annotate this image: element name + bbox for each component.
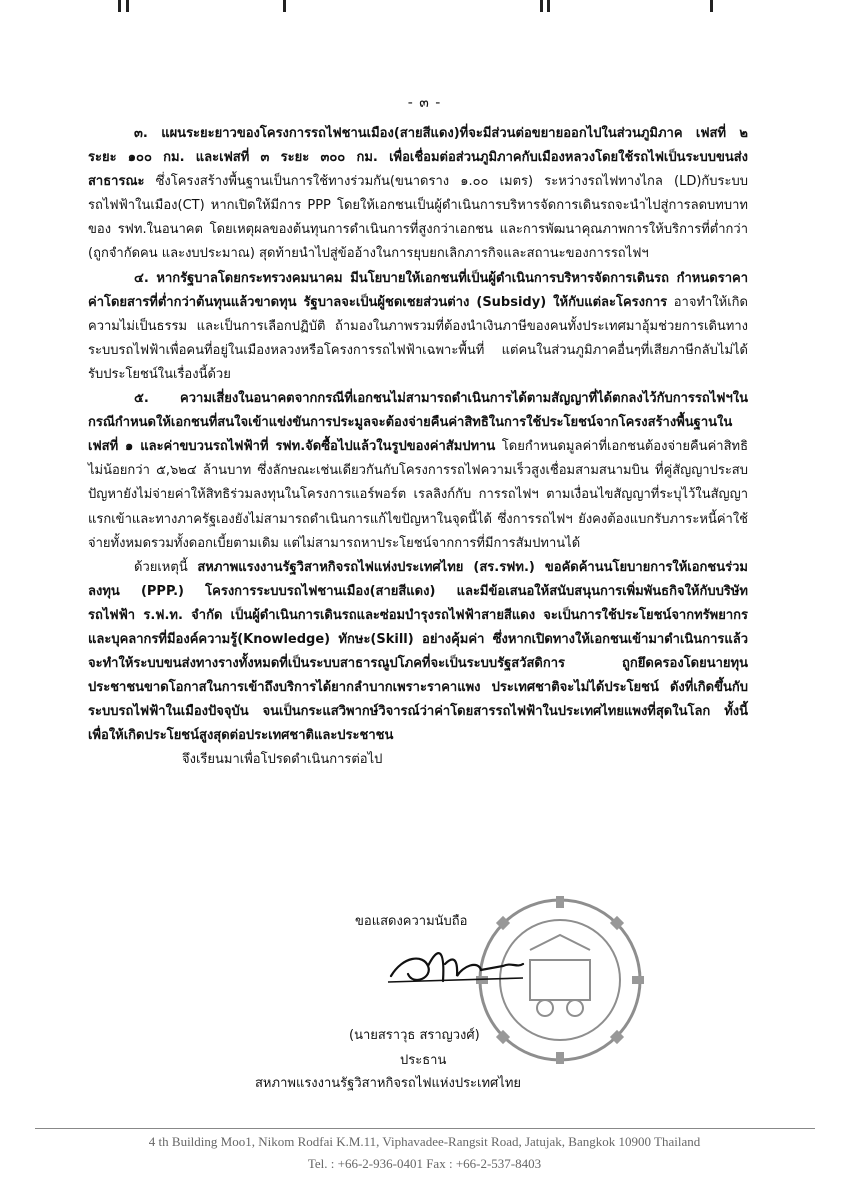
letter-body: [88, 122, 748, 773]
conclusion-bold: สหภาพแรงงานรัฐวิสาหกิจรถไฟแห่งประเทศไทย (สร.รฟท.) ขอคัดค้านนโยบายการให้เอกชนร่วมลงทุน (PPP.) โครงการระบบรถไฟชานเมือง(สายสีแดง) และมีข้อเสนอให้สนับสนุนการเพิ่มพันธกิจให้กับบริษัท รถไฟฟ้า ร.ฟ.ท. จำกัด เป็นผู้ดำเนินการเดินรถและซ่อมบำรุงรถไฟฟ้าสายสีแดง จะเป็นการใช้ประโยชน์จากทรัพยากร และบุคลากรที่มีองค์ความรู้(Knowledge) ทักษะ(Skill) อย่างคุ้มค่า ซึ่งหากเปิดทางให้เอกชนเข้ามาดำเนินการแล้วจะทำให้ระบบขนส่งทางรางทั้งหมดที่เป็นระบบสาธารณูปโภคที่จะเป็นระบบรัฐสวัสดิการ ถูกยึดครองโดยนายทุน ประชาชนขาดโอกาสในการเข้าถึงบริการได้ยากลำบากเพราะราคาแพง ประเทศชาติจะไม่ได้ประโยชน์ ดังที่เกิดขึ้นกับระบบรถไฟฟ้าในเมืองปัจจุบัน จนเป็นกระแสวิพากษ์วิจารณ์ว่าค่าโดยสารรถไฟฟ้าในประเทศไทยแพงที่สุดในโลก ทั้งนี้เพื่อให้เกิดประโยชน์สูงสุดต่อประเทศชาติและประชาชน: [88, 559, 748, 744]
footer-address: 4 th Building Moo1, Nikom Rodfai K.M.11, Viphavadee-Rangsit Road, Jatujak, Bangkok 10900 Thailand: [148, 1134, 701, 1149]
signer-organization: สหภาพแรงงานรัฐวิสาหกิจรถไฟแห่งประเทศไทย: [255, 1076, 522, 1091]
signer-position: ประธาน: [400, 1053, 447, 1068]
closing-line: จึงเรียนมาเพื่อโปรดดำเนินการต่อไป: [182, 752, 383, 768]
footer-contact: Tel. : +66-2-936-0401 Fax : +66-2-537-8403: [307, 1156, 542, 1171]
handwritten-signature: [383, 936, 533, 992]
regards-line: ขอแสดงความนับถือ: [355, 914, 468, 929]
paragraph-5: [88, 387, 748, 556]
paragraph-4: [88, 267, 748, 387]
paragraph-3-text: ซึ่งโครงสร้างพื้นฐานเป็นการใช้ทางร่วมกัน(ขนาดราง ๑.๐๐ เมตร) ระหว่างรถไฟทางไกล (LD)กับระบบรถไฟฟ้าในเมือง(CT) หากเปิดให้มีการ PPP โดยให้เอกชนเป็นผู้ดำเนินการบริหารจัดการเดินรถจะนำไปสู่การลดบทบาทของ รฟท.ในอนาคต โดยเหตุผลของต้นทุนการดำเนินการที่สูงกว่าเอกชน และการพัฒนาคุณภาพการให้บริการที่ต่ำกว่า (ถูกจำกัดคน และงบประมาณ) สุดท้ายนำไปสู่ข้ออ้างในการยุบยกเลิกภารกิจและสถานะของการรถไฟฯ: [88, 174, 748, 262]
paragraph-5-text: โดยกำหนดมูลค่าที่เอกชนต้องจ่ายคืนค่าสิทธิไม่น้อยกว่า ๕,๖๒๔ ล้านบาท ซึ่งลักษณะเช่นเดียวกันกับโครงการรถไฟความเร็วสูงเชื่อมสามสนามบิน ที่คู่สัญญาประสบปัญหายังไม่จ่ายค่าให้สิทธิร่วมลงทุนในโครงการแอร์พอร์ต เรลลิงก์กับ การรถไฟฯ ตามเงื่อนไขสัญญาที่ระบุไว้ในสัญญาแรกเข้าและทางภาครัฐเองยังไม่สามารถดำเนินการแก้ไขปัญหาในจุดนี้ได้ ซึ่งการรถไฟฯ ยังคงต้องแบกรับภาระหนี้ค่าใช้จ่ายทั้งหมดรวมทั้งดอกเบี้ยตามเดิม แต่ไม่สามารถหาประโยชน์จากการที่มีการสัมปทานได้: [88, 439, 749, 551]
footer-divider: [35, 1128, 815, 1129]
signer-name: (นายสราวุธ สราญวงศ์): [349, 1028, 480, 1043]
paragraph-3-bold: ๓. แผนระยะยาวของโครงการรถไฟชานเมือง(สายสีแดง)ที่จะมีส่วนต่อขยายออกไปในส่วนภูมิภาค เฟสที่ ๒ ระยะ ๑๐๐ กม. และเฟสที่ ๓ ระยะ ๓๐๐ กม. เพื่อเชื่อมต่อส่วนภูมิภาคกับเมืองหลวงโดยใช้รถไฟเป็นระบบขนส่งสาธารณะ: [88, 126, 748, 190]
paragraph-4-text: อาจทำให้เกิดความไม่เป็นธรรม และเป็นการเลือกปฏิบัติ ถ้ามองในภาพรวมที่ต้องนำเงินภาษีของคนทั้งประเทศมาอุ้มช่วยการเดินทางระบบรถไฟฟ้าเพื่อคนที่อยู่ในเมืองหลวงหรือโครงการรถไฟฟ้าเฉพาะพื้นที่ แต่คนในส่วนภูมิภาคอื่นๆที่เสียภาษีกลับไม่ได้รับประโยชน์ในเรื่องนี้ด้วย: [88, 294, 748, 382]
paragraph-3: [88, 122, 748, 267]
paragraph-conclusion: [88, 556, 748, 749]
paragraph-4-bold: ๔. หากรัฐบาลโดยกระทรวงคมนาคม มีนโยบายให้เอกชนที่เป็นผู้ดำเนินการบริหารจัดการเดินรถ กำหนดราคาค่าโดยสารที่ต่ำกว่าต้นทุนแล้วขาดทุน รัฐบาลจะเป็นผู้ชดเชยส่วนต่าง (Subsidy) ให้กับแต่ละโครงการ: [88, 270, 748, 310]
page-number: - ๓ -: [407, 95, 442, 111]
scan-edge-marks: [0, 0, 849, 14]
conclusion-lead: ด้วยเหตุนี้: [134, 559, 198, 575]
paragraph-5-bold: ๕. ความเสี่ยงในอนาคตจากกรณีที่เอกชนไม่สามารถดำเนินการได้ตามสัญญาที่ได้ตกลงไว้กับการรถไฟฯในกรณีกำหนดให้เอกชนที่สนใจเข้าแข่งขันการประมูลจะต้องจ่ายคืนค่าสิทธิในการใช้ประโยชน์จากโครงสร้างพื้นฐานในเฟสที่ ๑ และค่าขบวนรถไฟฟ้าที่ รฟท.จัดซื้อไปแล้วในรูปของค่าสัมปทาน: [88, 391, 748, 455]
